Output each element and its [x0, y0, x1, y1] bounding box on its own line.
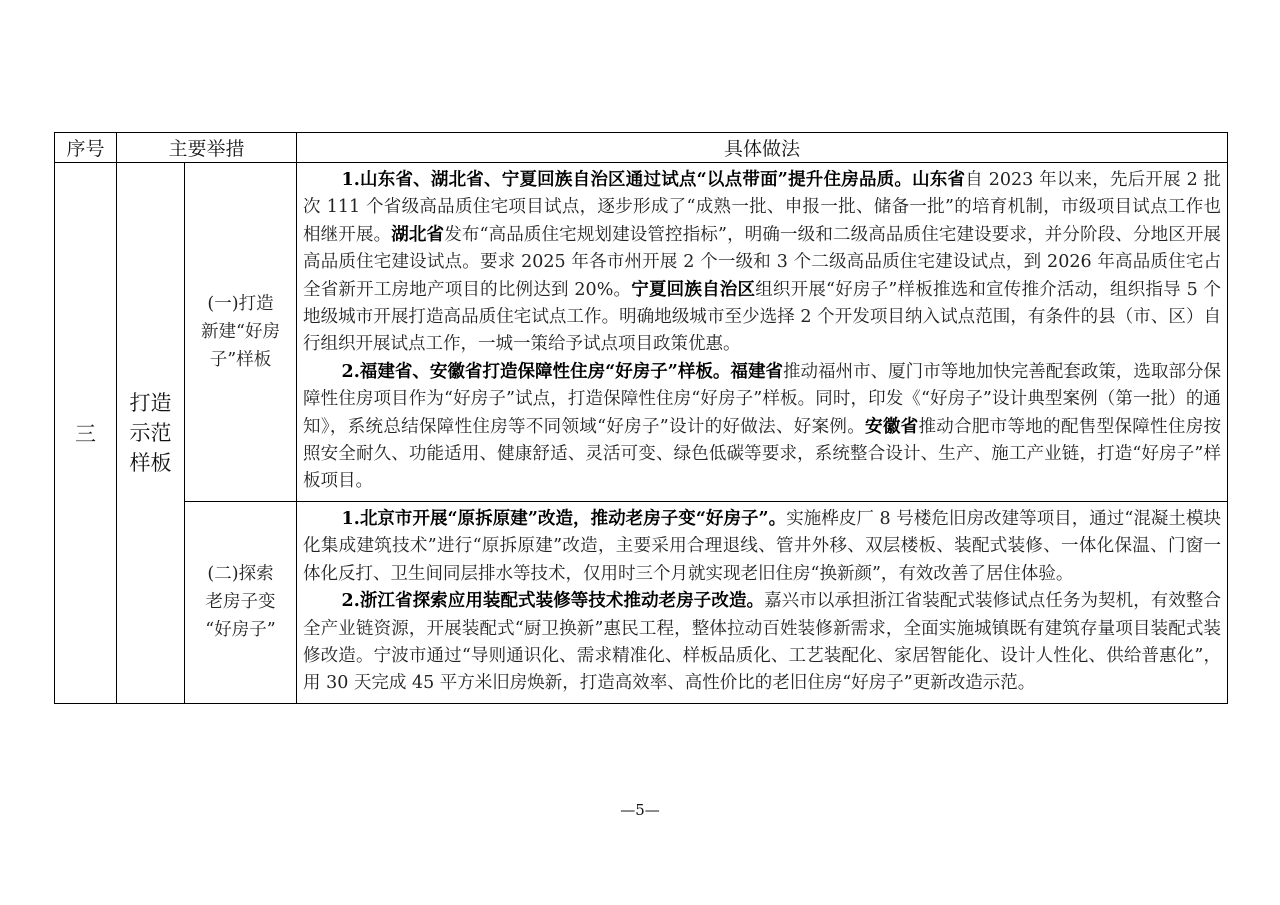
measures-table: [54, 132, 1228, 704]
section-index: 三: [55, 163, 117, 704]
subsection-detail: [297, 163, 1228, 502]
header-detail: 具体做法: [297, 133, 1228, 163]
body-text: 嘉兴市以承担浙江省装配式装修试点任务为契机，有效整合全产业链资源，开展装配式“厨卫换新”惠民工程，整体拉动百姓装修新需求，全面实施城镇既有建筑存量项目装配式装修改造。宁波市通过“导则通识化、需求精准化、样板品质化、工艺装配化、家居智能化、设计人性化、供给普惠化”，用 30 天完成 45 平方米旧房焕新，打造高效率、高性价比的老旧住房“好房子”更新改造示范。: [303, 591, 1222, 694]
emphasis-text: 山东省: [912, 170, 966, 190]
subsection-detail: [297, 501, 1228, 703]
emphasis-text: 2.福建省、安徽省打造保障性住房“好房子”样板。: [341, 361, 731, 382]
emphasis-text: 湖北省: [391, 224, 445, 245]
table-row: [55, 501, 1228, 703]
subsection-title-line: (一)打造: [207, 293, 274, 314]
detail-paragraph: [303, 167, 1221, 359]
table-header-row: [55, 133, 1228, 163]
body-text: 组织开展“好房子”样板推选和宣传推介活动，组织指导 5 个地级城市开展打造高品质住宅试点工作。明确地级城市至少选择 2 个开发项目纳入试点范围，有条件的县（市、区）自行组织开展试点工作，一城一策给予试点项目政策优惠。: [303, 279, 1222, 355]
body-text: 推动福州市、厦门市等地加快完善配套政策，选取部分保障性住房项目作为“好房子”试点，打造保障性住房“好房子”样板。同时，印发《“好房子”设计典型案例（第一批）的通知》，系统总结保障性住房等不同领域“好房子”设计的好做法、好案例。: [303, 361, 1222, 437]
detail-paragraph: [303, 506, 1221, 588]
detail-paragraph: [303, 359, 1221, 496]
emphasis-text: 2.浙江省探索应用装配式装修等技术推动老房子改造。: [341, 591, 765, 612]
subsection-title-line: 子”样板: [209, 349, 272, 370]
body-text: 推动合肥市等地的配售型保障性住房按照安全耐久、功能适用、健康舒适、灵活可变、绿色低碳等要求，系统整合设计、生产、施工产业链，打造“好房子”样板项目。: [303, 416, 1222, 492]
emphasis-text: 福建省: [730, 361, 783, 382]
category-line: 打造: [129, 390, 172, 415]
body-text: 实施桦皮厂 8 号楼危旧房改建等项目，通过“混凝土模块化集成建筑技术”进行“原拆原建”改造，主要采用合理退线、管井外移、双层楼板、装配式装修、一体化保温、门窗一体化反打、卫生间同层排水等技术，仅用时三个月就实现老旧住房“换新颜”，有效改善了居住体验。: [303, 508, 1222, 584]
subsection-title-line: 老房子变: [205, 592, 276, 613]
emphasis-text: 安徽省: [865, 416, 919, 437]
header-index: 序号: [55, 133, 117, 163]
subsection-title-line: 新建“好房: [201, 321, 280, 342]
emphasis-text: 1.山东省、湖北省、宁夏回族自治区通过试点“以点带面”提升住房品质。: [341, 170, 913, 190]
page-number: —5—: [620, 801, 660, 819]
category-line: 示范: [129, 420, 172, 445]
subsection-title-line: (二)探索: [207, 564, 274, 585]
section-category: [117, 163, 185, 704]
emphasis-text: 1.北京市开展“原拆原建”改造，推动老房子变“好房子”。: [341, 508, 787, 529]
table-row: [55, 163, 1228, 502]
category-line: 样板: [129, 450, 172, 475]
subsection-title: [185, 163, 297, 502]
emphasis-text: 宁夏回族自治区: [631, 279, 756, 300]
subsection-title-line: “好房子”: [205, 620, 276, 641]
header-measure: 主要举措: [117, 133, 297, 163]
subsection-title: [185, 501, 297, 703]
detail-paragraph: [303, 588, 1221, 698]
body-text: 发布“高品质住宅规划建设管控指标”，明确一级和二级高品质住宅建设要求，并分阶段、分地区开展高品质住宅建设试点。要求 2025 年各市州开展 2 个一级和 3 个二级高品质住宅建设试点，到 2026 年高品质住宅占全省新开工房地产项目的比例达到 20%。: [303, 224, 1222, 300]
body-text: 自 2023 年以来，先后开展 2 批次 111 个省级高品质住宅项目试点，逐步形成了“成熟一批、申报一批、储备一批”的培育机制，市级项目试点工作也相继开展。: [303, 170, 1222, 245]
